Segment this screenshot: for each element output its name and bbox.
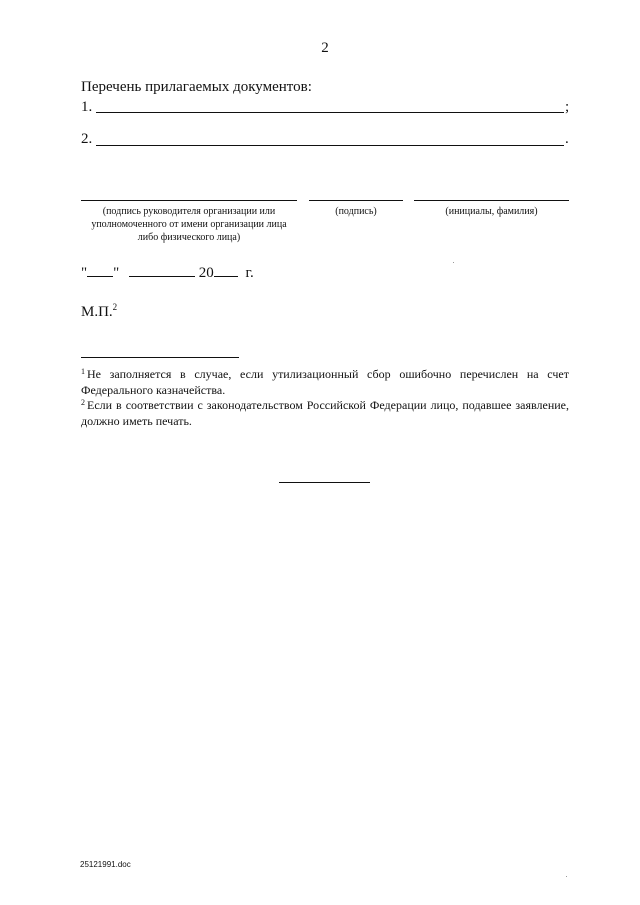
document-item-1-end: ;: [565, 99, 570, 115]
page-number: 2: [321, 40, 329, 56]
signature-sign-line: [309, 200, 403, 201]
stamp-footnote-ref: 2: [112, 302, 118, 312]
date-month-blank: [129, 264, 195, 277]
document-item-1-line: [96, 112, 564, 113]
date-quote-open: ": [81, 265, 88, 281]
scan-speck: [453, 262, 454, 263]
document-item-2-line: [96, 145, 564, 146]
footnote-1-text: Не заполняется в случае, если утилизационный сбор ошибочно перечислен на счет Федерального казначейства.: [81, 367, 569, 397]
date-quote-close: ": [113, 265, 120, 281]
stamp-label: М.П.: [81, 304, 113, 320]
footnote-1-mark: 1: [81, 367, 85, 376]
end-of-document-line: [279, 482, 370, 483]
footnote-separator: [81, 357, 239, 358]
footnote-2-mark: 2: [81, 398, 85, 407]
signature-name-caption: (инициалы, фамилия): [445, 206, 538, 217]
scan-speck: [566, 876, 567, 877]
document-item-2-end: .: [565, 131, 569, 147]
documents-list-title: Перечень прилагаемых документов:: [81, 79, 312, 95]
stamp-place: [81, 302, 117, 321]
signature-name-line: [414, 200, 569, 201]
footnote-2-text: Если в соответствии с законодательством Российской Федерации лицо, подавшее заявление, должно иметь печать.: [81, 398, 569, 428]
document-item-1-marker: 1.: [81, 99, 93, 115]
date-century: 20: [198, 265, 214, 281]
date-year-suffix: г.: [245, 265, 254, 281]
date-day-blank: [87, 264, 113, 277]
document-code: 25121991.doc: [80, 860, 131, 869]
footnote-2: [81, 395, 569, 429]
footnote-1: [81, 364, 569, 398]
signature-head-line: [81, 200, 297, 201]
signature-head-caption: (подпись руководителя организации или уполномоченного от имени организации лица либо физического лица): [91, 206, 287, 243]
document-item-2-marker: 2.: [81, 131, 93, 147]
date-year-blank: [214, 264, 238, 277]
signature-sign-caption: (подпись): [335, 206, 377, 217]
date-line: [81, 264, 254, 282]
